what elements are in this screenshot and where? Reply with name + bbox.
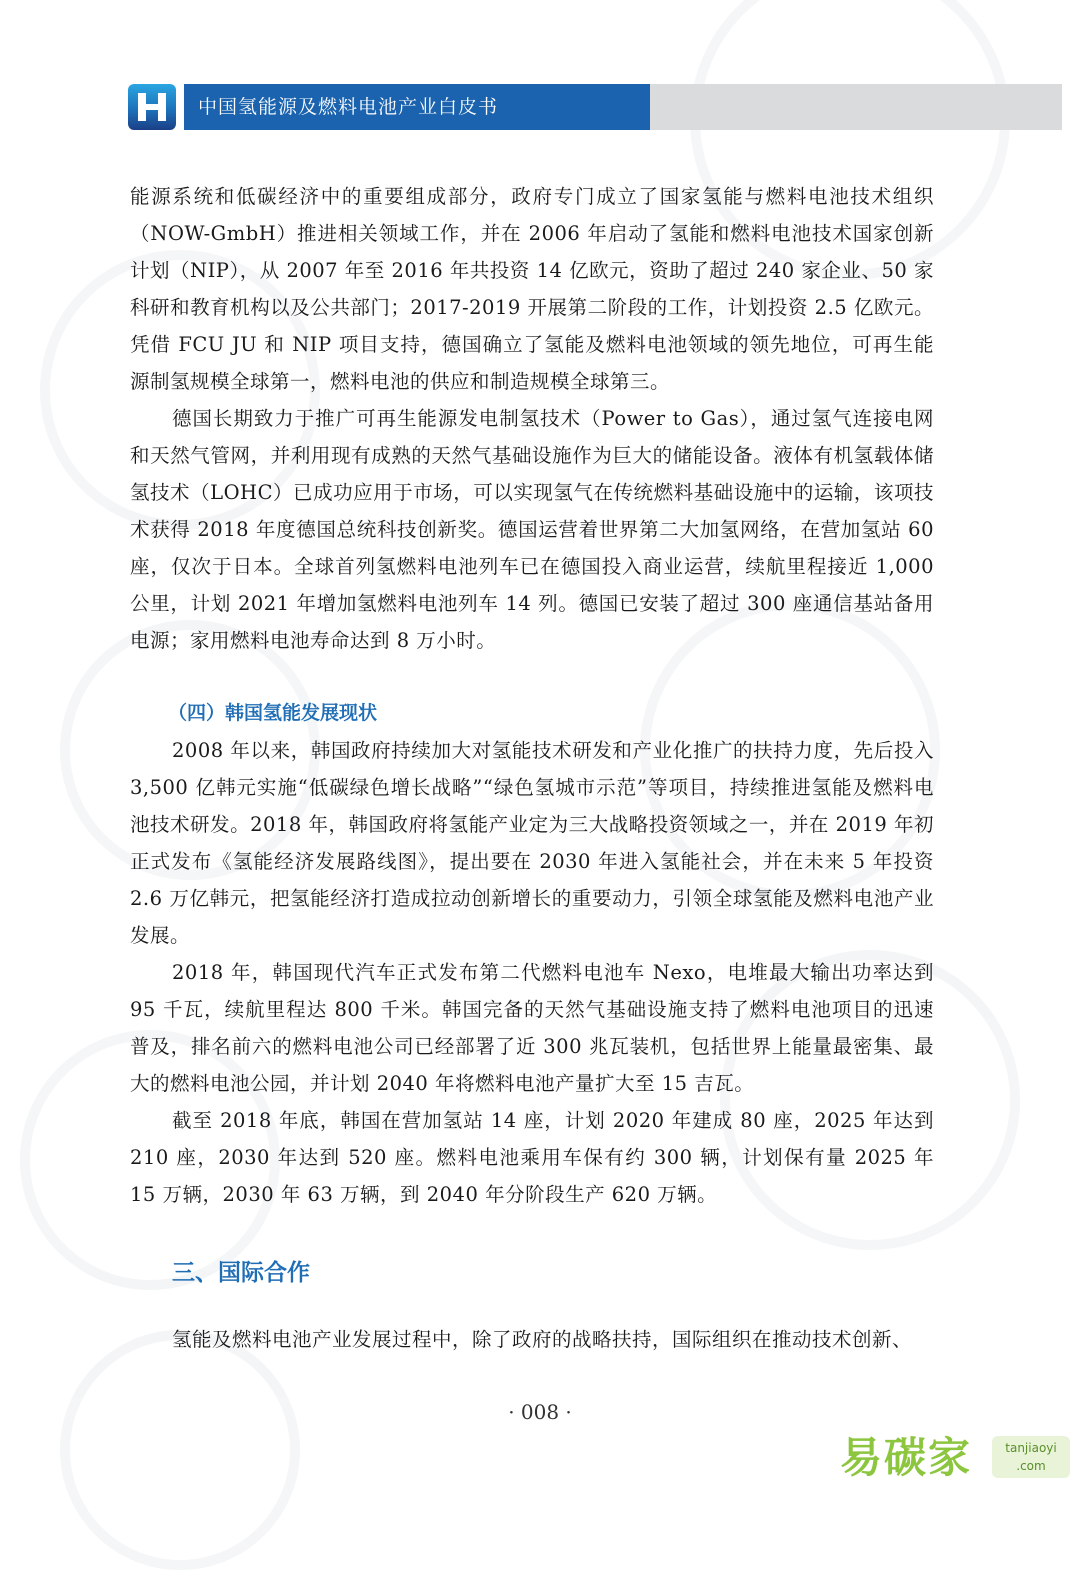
paragraph-korea-2: 2018 年，韩国现代汽车正式发布第二代燃料电池车 Nexo，电堆最大输出功率达到 95 千瓦，续航里程达 800 千米。韩国完备的天然气基础设施支持了燃料电池项目的迅速普及，排名前六的燃料电池公司已经部署了近 300 兆瓦装机，包括世界上能量最密集、最大的燃料电池公园，并计划 2040 年将燃料电池产量扩大至 15 吉瓦。 bbox=[130, 961, 934, 1095]
header-title: 中国氢能源及燃料电池产业白皮书 bbox=[184, 84, 650, 130]
subsection-heading: （四）韩国氢能发展现状 bbox=[168, 702, 378, 724]
section-heading: 三、国际合作 bbox=[172, 1260, 310, 1286]
main-content bbox=[130, 178, 934, 1358]
paragraph-korea-3: 截至 2018 年底，韩国在营加氢站 14 座，计划 2020 年建成 80 座，2025 年达到 210 座，2030 年达到 520 座。燃料电池乘用车保有约 300 辆，计划保有量 2025 年 15 万辆，2030 年 63 万辆，到 2040 年分阶段生产 620 万辆。 bbox=[130, 1109, 934, 1206]
paragraph-germany-2: 德国长期致力于推广可再生能源发电制氢技术（Power to Gas），通过氢气连接电网和天然气管网，并利用现有成熟的天然气基础设施作为巨大的储能设备。液体有机氢载体储氢技术（LOHC）已成功应用于市场，可以实现氢气在传统燃料基础设施中的运输，该项技术获得 2018 年度德国总统科技创新奖。德国运营着世界第二大加氢网络，在营加氢站 60 座，仅次于日本。全球首列氢燃料电池列车已在德国投入商业运营，续航里程接近 1,000 公里，计划 2021 年增加氢燃料电池列车 14 列。德国已安装了超过 300 座通信基站备用电源；家用燃料电池寿命达到 8 万小时。 bbox=[130, 407, 934, 652]
paragraph-cooperation: 氢能及燃料电池产业发展过程中，除了政府的战略扶持，国际组织在推动技术创新、 bbox=[172, 1328, 913, 1351]
header-grey-bar bbox=[650, 84, 1062, 130]
page-header bbox=[128, 84, 1062, 130]
corner-watermark-logo bbox=[840, 1430, 1070, 1490]
corner-badge-line1: tanjiaoyi bbox=[1005, 1441, 1057, 1455]
h-logo-icon bbox=[128, 84, 176, 130]
corner-badge-line2: .com bbox=[1016, 1459, 1046, 1473]
corner-logo-text: 易碳家 bbox=[840, 1433, 973, 1482]
page-number: · 008 · bbox=[508, 1400, 572, 1424]
paragraph-germany-1: 能源系统和低碳经济中的重要组成部分，政府专门成立了国家氢能与燃料电池技术组织（NOW-GmbH）推进相关领域工作，并在 2006 年启动了氢能和燃料电池技术国家创新计划（NIP），从 2007 年至 2016 年共投资 14 亿欧元，资助了超过 240 家企业、50 家科研和教育机构以及公共部门；2017-2019 开展第二阶段的工作，计划投资 2.5 亿欧元。凭借 FCU JU 和 NIP 项目支持，德国确立了氢能及燃料电池领域的领先地位，可再生能源制氢规模全球第一，燃料电池的供应和制造规模全球第三。 bbox=[130, 185, 934, 393]
paragraph-korea-1: 2008 年以来，韩国政府持续加大对氢能技术研发和产业化推广的扶持力度，先后投入 3,500 亿韩元实施“低碳绿色增长战略”“绿色氢城市示范”等项目，持续推进氢能及燃料电池技术研发。2018 年，韩国政府将氢能产业定为三大战略投资领域之一，并在 2019 年初正式发布《氢能经济发展路线图》，提出要在 2030 年进入氢能社会，并在未来 5 年投资 2.6 万亿韩元，把氢能经济打造成拉动创新增长的重要动力，引领全球氢能及燃料电池产业发展。 bbox=[130, 739, 934, 947]
corner-logo-badge bbox=[992, 1436, 1070, 1478]
